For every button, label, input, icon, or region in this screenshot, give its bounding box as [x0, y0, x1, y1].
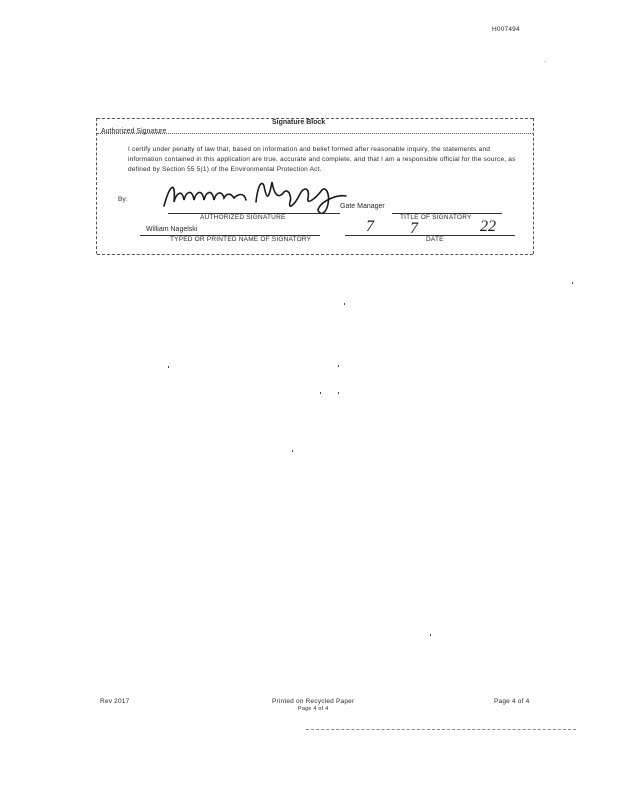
handwritten-signature: [160, 176, 365, 218]
footer-scan-line: [306, 729, 576, 730]
date-year: 22: [480, 218, 496, 235]
footer-recycled: Printed on Recycled Paper: [272, 698, 355, 705]
printed-name: William Nagelski: [146, 226, 198, 233]
signature-caption: AUTHORIZED SIGNATURE: [200, 214, 286, 221]
footer-revision: Rev 2017: [100, 698, 130, 705]
date-month: 7: [366, 218, 374, 235]
title-caption: TITLE OF SIGNATORY: [400, 214, 472, 221]
scan-mark: ·: [544, 58, 547, 65]
document-id: H007494: [492, 26, 520, 33]
by-label: By:: [118, 196, 128, 203]
authorized-signature-heading: Authorized Signature: [101, 128, 167, 135]
certification-statement: I certify under penalty of law that, based on information and belief formed after reasonable inquiry, the statements and information contained in this application are true, accurate and complete, and that I am a responsible official for the source, as defined by Section 55 5(1) of the Environmental Protection Act.: [128, 146, 516, 173]
footer-center-page: Page 4 of 4: [298, 706, 329, 712]
title-of-signatory: Gate Manager: [340, 203, 385, 210]
signature-block-title: Signature Block: [272, 119, 326, 126]
date-day: 7: [410, 220, 418, 237]
printed-name-caption: TYPED OR PRINTED NAME OF SIGNATORY: [170, 236, 312, 243]
footer-page-number: Page 4 of 4: [494, 698, 530, 705]
date-caption: DATE: [426, 236, 444, 243]
